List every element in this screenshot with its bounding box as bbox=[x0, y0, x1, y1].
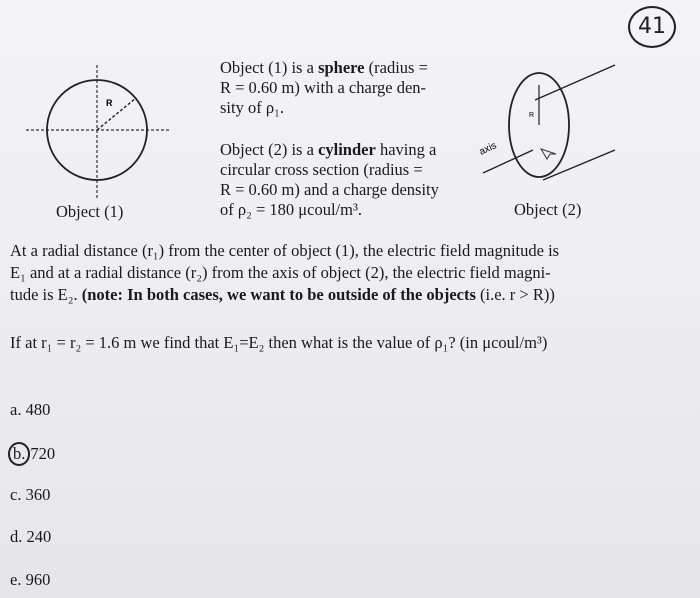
choice-b[interactable]: b. 720 bbox=[14, 442, 55, 466]
object1-description: Object (1) is a sphere (radius = R = 0.60 m) with a charge den- sity of ρ₁. bbox=[220, 58, 428, 117]
question-number-badge: 41 bbox=[628, 6, 676, 48]
choice-e[interactable]: e. 960 bbox=[10, 570, 51, 589]
choice-d[interactable]: d. 240 bbox=[10, 527, 52, 546]
choice-a[interactable]: a. 480 bbox=[10, 400, 51, 419]
choice-c[interactable]: c. 360 bbox=[10, 485, 51, 504]
cylinder-radius-label: R bbox=[529, 112, 535, 119]
cylinder-figure bbox=[475, 55, 625, 195]
object2-caption: Object (2) bbox=[514, 200, 582, 219]
object1-caption: Object (1) bbox=[56, 202, 124, 221]
sphere-radius-label: R bbox=[106, 98, 113, 108]
question-text: At a radial distance (r₁) from the center of object (1), the electric field magnitude is E₁ and at a radial distance (r₂) from the axis of object (2), the electric field magni- tude is E₂. (note: In both cases, we want to be outside of the objects (i.e. r > R)) bbox=[10, 241, 560, 304]
cursor-arrow-icon bbox=[541, 149, 556, 159]
cylinder-axis-label: axis bbox=[477, 140, 499, 158]
circled-answer-mark: b. bbox=[8, 442, 30, 466]
question-prompt: If at r₁ = r₂ = 1.6 m we find that E₁=E₂ then what is the value of ρ₁? (in μcoul/m³) bbox=[10, 333, 548, 352]
object2-description: Object (2) is a cylinder having a circular cross section (radius = R = 0.60 m) and a charge density of ρ₂ = 180 μcoul/m³. bbox=[220, 140, 439, 219]
